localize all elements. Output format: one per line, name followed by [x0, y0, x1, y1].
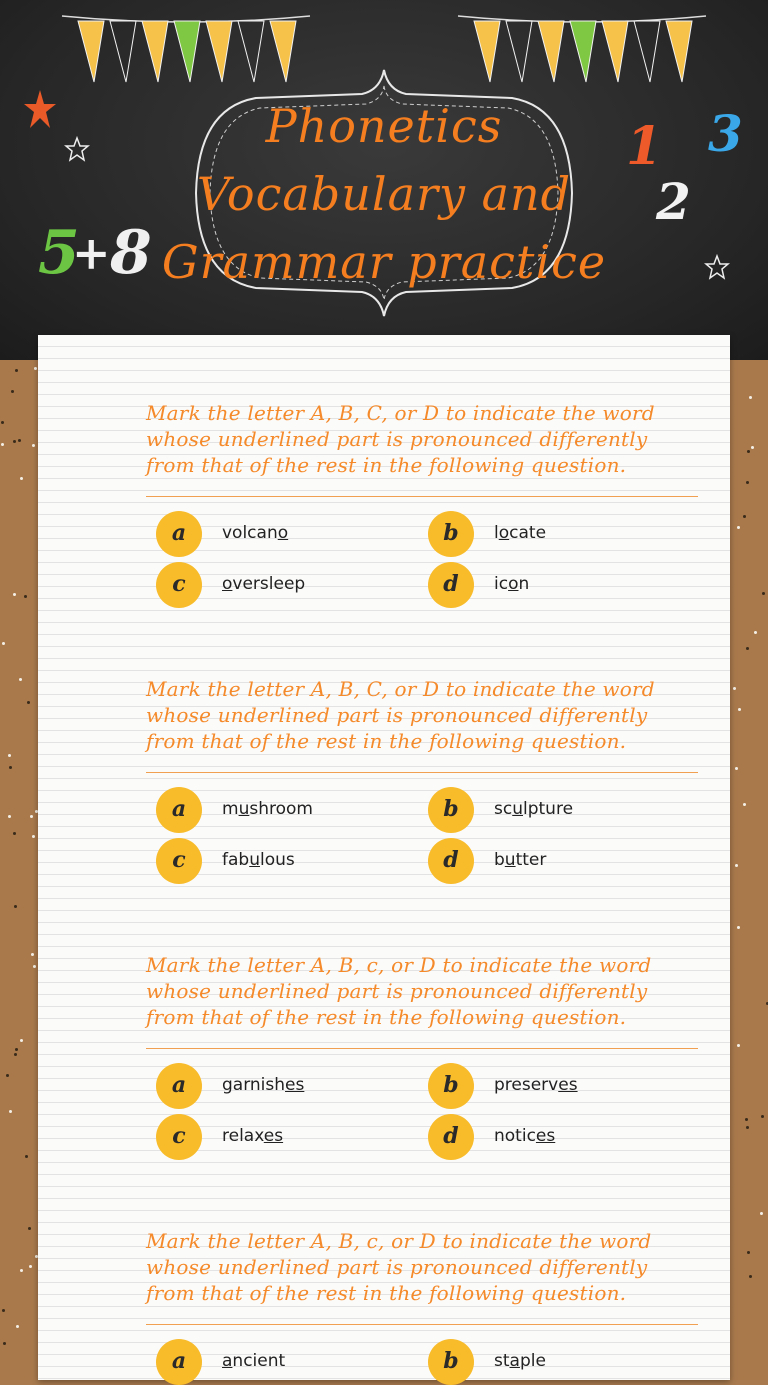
cork-speck: [738, 708, 741, 711]
equation-plus: +: [72, 226, 111, 280]
number-two: 2: [656, 172, 691, 231]
bunting-flag: [142, 21, 168, 82]
cork-speck: [735, 864, 738, 867]
option-text: icon: [494, 574, 530, 594]
option-c[interactable]: [156, 838, 406, 884]
option-d[interactable]: [428, 838, 678, 884]
cork-speck: [19, 678, 22, 681]
cork-speck: [2, 642, 5, 645]
question-divider: [146, 1324, 698, 1325]
cork-speck: [13, 832, 16, 835]
option-b[interactable]: [428, 511, 678, 557]
option-text: sculpture: [494, 799, 574, 819]
cork-speck: [18, 439, 21, 442]
cork-speck: [33, 965, 36, 968]
cork-speck: [746, 481, 749, 484]
cork-speck: [745, 1118, 748, 1121]
cork-speck: [735, 767, 738, 770]
equation-eight: 8: [110, 218, 152, 288]
cork-speck: [11, 390, 14, 393]
cork-speck: [32, 835, 35, 838]
option-text: staple: [494, 1351, 546, 1371]
chalkboard-header: [0, 0, 768, 360]
number-one: 1: [626, 116, 663, 177]
question-2: [146, 676, 698, 873]
cork-speck: [14, 905, 17, 908]
page-title: [130, 92, 638, 296]
question-1: [146, 400, 698, 597]
option-a[interactable]: [156, 787, 406, 833]
option-letter-badge: b: [428, 1063, 474, 1109]
option-text: preserves: [494, 1075, 578, 1095]
question-text: Mark the letter A, B, c, or D to indicate the word whose underlined part is pronounced differently from that of the rest in the following question.: [146, 953, 652, 1029]
cork-speck: [2, 1309, 5, 1312]
cork-speck: [16, 1325, 19, 1328]
option-c[interactable]: [156, 562, 406, 608]
star-outline-icon: [64, 136, 90, 164]
cork-speck: [760, 1212, 763, 1215]
option-c[interactable]: [156, 1114, 406, 1160]
cork-speck: [32, 444, 35, 447]
cork-speck: [743, 515, 746, 518]
cork-speck: [20, 477, 23, 480]
cork-speck: [743, 803, 746, 806]
question-divider: [146, 1048, 698, 1049]
option-letter-badge: c: [156, 562, 202, 608]
question-text: Mark the letter A, B, c, or D to indicate the word whose underlined part is pronounced differently from that of the rest in the following question.: [146, 1229, 652, 1305]
worksheet-paper: [38, 335, 730, 1380]
cork-speck: [737, 1044, 740, 1047]
option-d[interactable]: [428, 1114, 678, 1160]
option-letter-badge: a: [156, 1339, 202, 1385]
option-text: butter: [494, 850, 547, 870]
cork-speck: [746, 647, 749, 650]
option-a[interactable]: [156, 1339, 406, 1385]
option-a[interactable]: [156, 1063, 406, 1109]
cork-speck: [749, 396, 752, 399]
cork-speck: [13, 593, 16, 596]
title-line-1: Phonetics: [265, 99, 503, 153]
bunting-flag: [666, 21, 692, 82]
cork-speck: [762, 592, 765, 595]
cork-speck: [6, 1074, 9, 1077]
bunting-flag: [110, 21, 136, 82]
cork-speck: [34, 367, 37, 370]
title-line-2: Vocabulary and: [196, 167, 572, 221]
option-text: fabulous: [222, 850, 295, 870]
cork-speck: [754, 631, 757, 634]
cork-speck: [746, 1126, 749, 1129]
option-letter-badge: d: [428, 562, 474, 608]
cork-speck: [15, 369, 18, 372]
cork-speck: [747, 1251, 750, 1254]
cork-speck: [9, 766, 12, 769]
option-text: mushroom: [222, 799, 313, 819]
question-3: [146, 952, 698, 1149]
cork-speck: [20, 1039, 23, 1042]
option-text: volcano: [222, 523, 289, 543]
option-letter-badge: c: [156, 838, 202, 884]
bunting-flag: [602, 21, 628, 82]
cork-speck: [13, 440, 16, 443]
option-text: locate: [494, 523, 547, 543]
option-a[interactable]: [156, 511, 406, 557]
cork-speck: [737, 526, 740, 529]
cork-speck: [14, 1053, 17, 1056]
question-4: [146, 1228, 698, 1374]
option-b[interactable]: [428, 787, 678, 833]
cork-speck: [747, 450, 750, 453]
cork-speck: [3, 1342, 6, 1345]
option-b[interactable]: [428, 1063, 678, 1109]
option-text: relaxes: [222, 1126, 284, 1146]
cork-speck: [25, 1155, 28, 1158]
cork-speck: [30, 815, 33, 818]
option-letter-badge: c: [156, 1114, 202, 1160]
option-text: ancient: [222, 1351, 286, 1371]
bunting-flag: [78, 21, 104, 82]
option-text: garnishes: [222, 1075, 305, 1095]
cork-speck: [733, 687, 736, 690]
option-letter-badge: d: [428, 1114, 474, 1160]
star-orange-icon: [22, 88, 58, 132]
option-letter-badge: b: [428, 1339, 474, 1385]
cork-speck: [1, 443, 4, 446]
equation-five: 5: [38, 218, 80, 288]
option-letter-badge: a: [156, 511, 202, 557]
title-line-3: Grammar practice: [161, 235, 607, 289]
cork-speck: [29, 1265, 32, 1268]
option-d[interactable]: [428, 562, 678, 608]
cork-speck: [27, 701, 30, 704]
cork-speck: [24, 595, 27, 598]
cork-speck: [20, 1269, 23, 1272]
option-letter-badge: a: [156, 787, 202, 833]
question-text: Mark the letter A, B, C, or D to indicate the word whose underlined part is pronounced differently from that of the rest in the following question.: [146, 401, 655, 477]
option-letter-badge: d: [428, 838, 474, 884]
cork-speck: [8, 754, 11, 757]
cork-speck: [8, 815, 11, 818]
option-text: oversleep: [222, 574, 306, 594]
cork-speck: [9, 1110, 12, 1113]
option-b[interactable]: [428, 1339, 678, 1385]
star-outline-right-icon: [704, 254, 730, 284]
cork-speck: [737, 926, 740, 929]
question-text: Mark the letter A, B, C, or D to indicate the word whose underlined part is pronounced differently from that of the rest in the following question.: [146, 677, 655, 753]
cork-speck: [15, 1048, 18, 1051]
option-letter-badge: b: [428, 787, 474, 833]
option-text: notices: [494, 1126, 556, 1146]
cork-speck: [749, 1275, 752, 1278]
cork-speck: [761, 1115, 764, 1118]
number-three: 3: [708, 104, 743, 163]
cork-speck: [31, 953, 34, 956]
cork-speck: [28, 1227, 31, 1230]
question-divider: [146, 496, 698, 497]
cork-speck: [751, 446, 754, 449]
bunting-flag: [634, 21, 660, 82]
cork-speck: [1, 421, 4, 424]
option-letter-badge: a: [156, 1063, 202, 1109]
option-letter-badge: b: [428, 511, 474, 557]
question-divider: [146, 772, 698, 773]
